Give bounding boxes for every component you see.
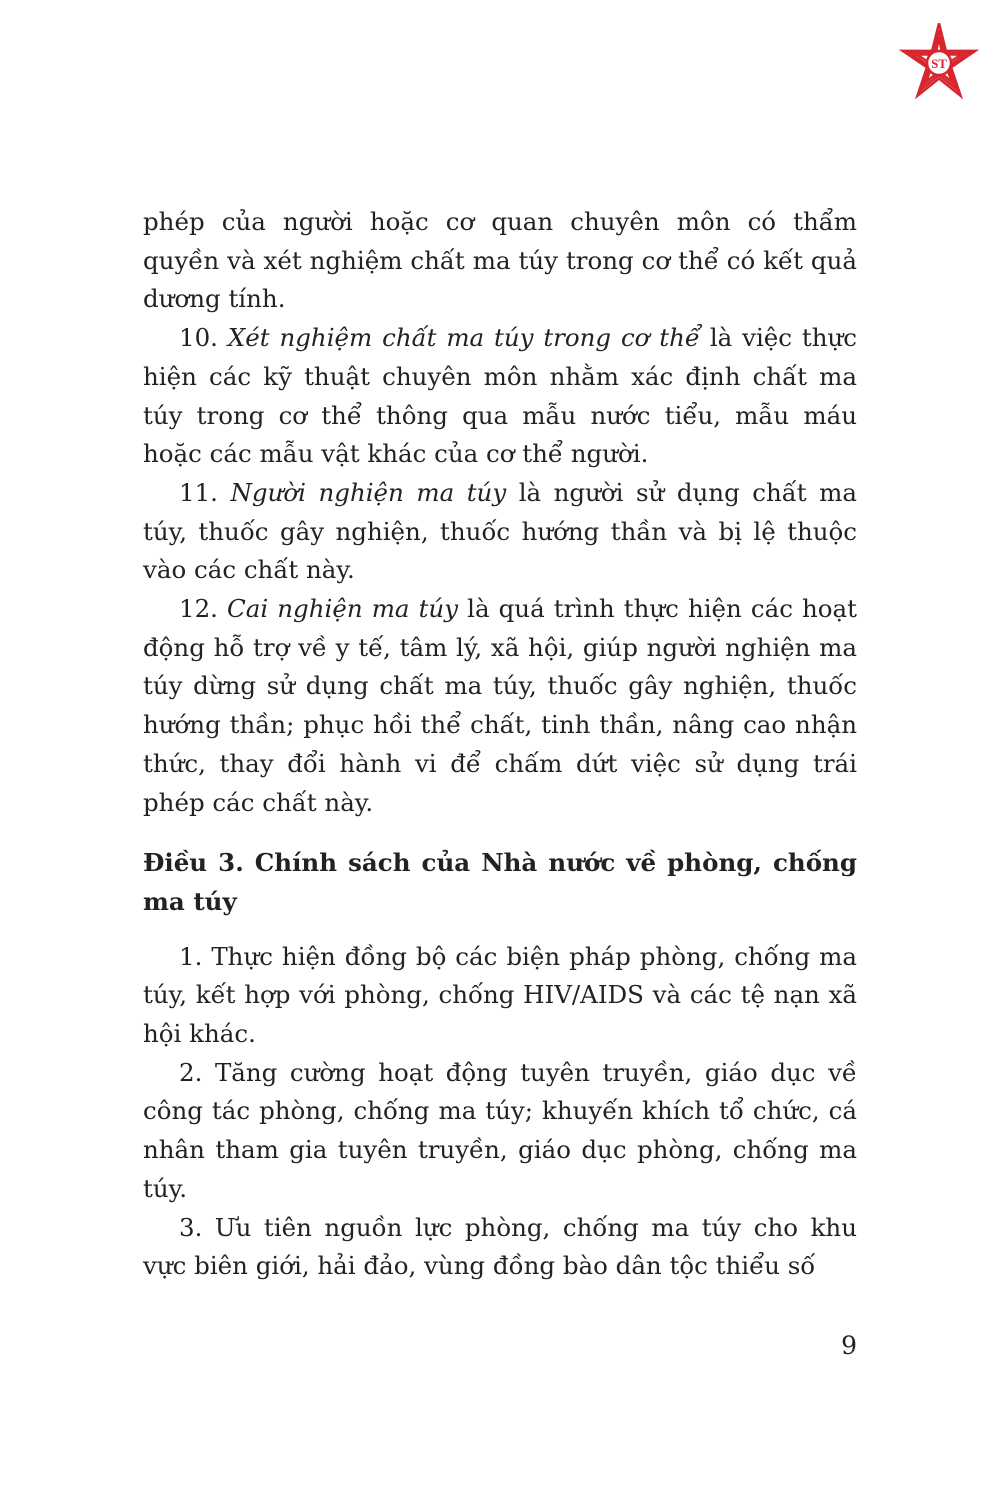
logo-monogram: ST [931,57,947,72]
policy-item-1: 1. Thực hiện đồng bộ các biện pháp phòng, chống ma túy, kết hợp với phòng, chống HIV/AIDS và các tệ nạn xã hội khác. [143,941,857,1049]
page-number: 9 [841,1331,857,1360]
page-content [143,203,857,1286]
policy-item-3: 3. Ưu tiên nguồn lực phòng, chống ma túy cho khu vực biên giới, hải đảo, vùng đồng bào dân tộc thiểu số [143,1212,857,1281]
item-number: 10. [179,323,218,353]
item-number: 11. [179,477,218,507]
paragraph-text: phép của người hoặc cơ quan chuyên môn có thẩm quyền và xét nghiệm chất ma túy trong cơ thể có kết quả dương tính. [143,207,857,314]
defined-term: Xét nghiệm chất ma túy trong cơ thể [227,323,700,353]
policy-item-2: 2. Tăng cường hoạt động tuyên truyền, giáo dục về công tác phòng, chống ma túy; khuyến khích tổ chức, cá nhân tham gia tuyên truyền, giáo dục phòng, chống ma túy. [143,1057,857,1203]
publisher-star-logo-icon [896,20,982,106]
continuation-paragraph [143,203,857,319]
defined-term: Người nghiện ma túy [230,477,507,507]
definition-item-10 [143,319,857,474]
article-heading: Điều 3. Chính sách của Nhà nước về phòng, chống ma túy [143,848,857,916]
definition-item-11 [143,474,857,590]
definition-item-12 [143,590,857,822]
definition-text: là người sử dụng chất ma túy, thuốc gây nghiện, thuốc hướng thần và bị lệ thuộc vào các chất này. [143,477,857,585]
item-number: 12. [179,594,218,624]
definition-text: là quá trình thực hiện các hoạt động hỗ trợ về y tế, tâm lý, xã hội, giúp người nghiện ma túy dừng sử dụng chất ma túy, thuốc gây nghiện, thuốc hướng thần; phục hồi thể chất, tinh thần, nâng cao nhận thức, thay đổi hành vi để chấm dứt việc sử dụng trái phép các chất này. [143,594,857,817]
defined-term: Cai nghiện ma túy [227,594,459,624]
definition-text: là việc thực hiện các kỹ thuật chuyên môn nhằm xác định chất ma túy trong cơ thể thông qua mẫu nước tiểu, mẫu máu hoặc các mẫu vật khác của cơ thể người. [143,323,857,469]
